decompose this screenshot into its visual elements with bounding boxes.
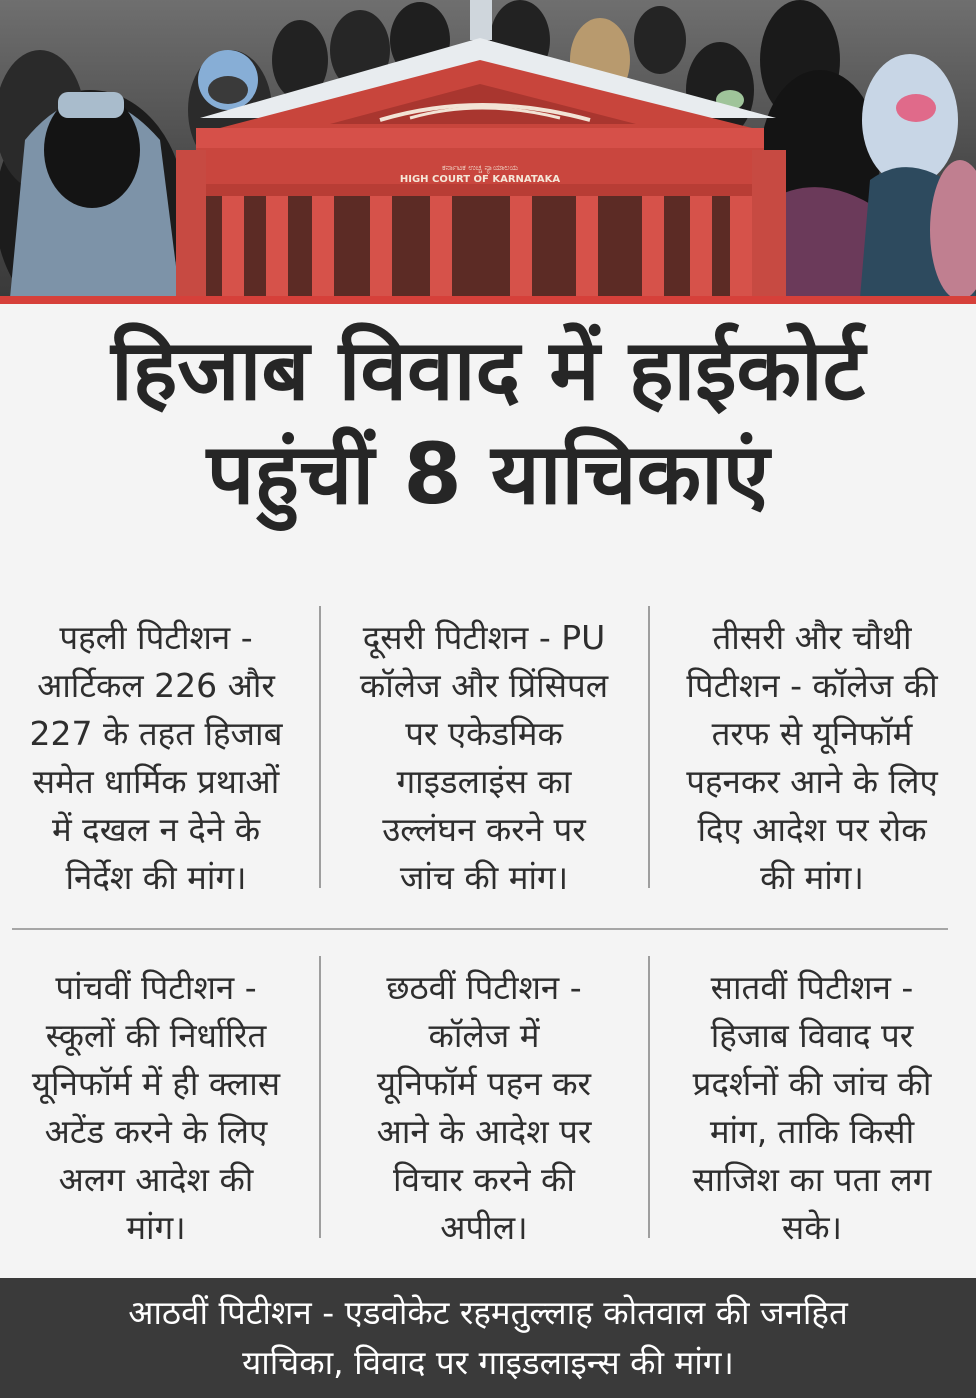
petition-line: निर्देश की मांग। xyxy=(65,858,247,897)
petition-5 xyxy=(6,964,306,1252)
petition-line: पांचवीं पिटीशन - xyxy=(55,968,257,1007)
petition-line: सके। xyxy=(781,1208,843,1247)
petition-line: समेत धार्मिक प्रथाओं xyxy=(32,762,280,801)
petition-3-4 xyxy=(662,614,962,902)
petition-line: दिए आदेश पर रोक xyxy=(697,810,927,849)
petition-line: पहली पिटीशन - xyxy=(59,618,253,657)
headline xyxy=(0,318,976,526)
petition-line: साजिश का पता लग xyxy=(692,1160,932,1199)
petition-line: मांग। xyxy=(126,1208,186,1247)
column-divider xyxy=(319,606,321,888)
petition-line: अलग आदेश की xyxy=(58,1160,254,1199)
petition-line: सातवीं पिटीशन - xyxy=(710,968,914,1007)
petition-7 xyxy=(662,964,962,1252)
petition-line: तरफ से यूनिफॉर्म xyxy=(711,714,913,753)
petition-line: आने के आदेश पर xyxy=(376,1112,592,1151)
petition-line: प्रदर्शनों की जांच की xyxy=(692,1064,932,1103)
petition-line: तीसरी और चौथी xyxy=(712,618,912,657)
court-sign: HIGH COURT OF KARNATAKA xyxy=(399,174,561,185)
petition-line: यूनिफॉर्म पहन कर xyxy=(376,1064,592,1103)
column-divider xyxy=(648,956,650,1238)
petition-line: अपील। xyxy=(440,1208,528,1247)
court-sign-local: ಕರ್ನಾಟಕ ಉಚ್ಚ ನ್ಯಾಯಾಲಯ xyxy=(441,163,519,172)
column-divider xyxy=(648,606,650,888)
petition-1 xyxy=(6,614,306,902)
header-photo xyxy=(0,0,976,298)
petition-line: उल्लंघन करने पर xyxy=(382,810,586,849)
petition-6 xyxy=(334,964,634,1252)
petition-line: पिटीशन - कॉलेज की xyxy=(686,666,938,705)
headline-line-2: पहुंचीं 8 याचिकाएं xyxy=(206,425,770,523)
petition-line: छठवीं पिटीशन - xyxy=(386,968,582,1007)
banner-line-2: याचिका, विवाद पर गाइडलाइन्स की मांग। xyxy=(242,1343,734,1382)
header-accent-rule xyxy=(0,296,976,304)
petition-line: 227 के तहत हिजाब xyxy=(29,714,283,753)
petition-line: जांच की मांग। xyxy=(399,858,569,897)
petition-line: मांग, ताकि किसी xyxy=(709,1112,915,1151)
petition-line: पर एकेडमिक xyxy=(405,714,563,753)
headline-line-1: हिजाब विवाद में हाईकोर्ट xyxy=(110,321,866,419)
petition-line: की मांग। xyxy=(760,858,864,897)
petition-line: हिजाब विवाद पर xyxy=(710,1016,914,1055)
petition-line: यूनिफॉर्म में ही क्लास xyxy=(31,1064,281,1103)
petition-line: कॉलेज में xyxy=(428,1016,540,1055)
petition-line: दूसरी पिटीशन - PU xyxy=(362,618,606,657)
petition-line: कॉलेज और प्रिंसिपल xyxy=(359,666,609,705)
petition-line: पहनकर आने के लिए xyxy=(686,762,938,801)
petition-line: आर्टिकल 226 और xyxy=(37,666,275,705)
petition-2 xyxy=(334,614,634,902)
petition-line: में दखल न देने के xyxy=(51,810,261,849)
banner-line-1: आठवीं पिटीशन - एडवोकेट रहमतुल्लाह कोतवाल की जनहित xyxy=(128,1293,848,1332)
petition-line: स्कूलों की निर्धारित xyxy=(45,1016,267,1055)
petition-line: विचार करने की xyxy=(393,1160,575,1199)
high-court-building xyxy=(176,0,786,298)
petition-line: अटेंड करने के लिए xyxy=(44,1112,268,1151)
petition-8-banner xyxy=(0,1278,976,1398)
petition-line: गाइडलाइंस का xyxy=(396,762,572,801)
court-and-crowd-illustration xyxy=(0,0,976,298)
row-divider xyxy=(12,928,948,930)
column-divider xyxy=(319,956,321,1238)
